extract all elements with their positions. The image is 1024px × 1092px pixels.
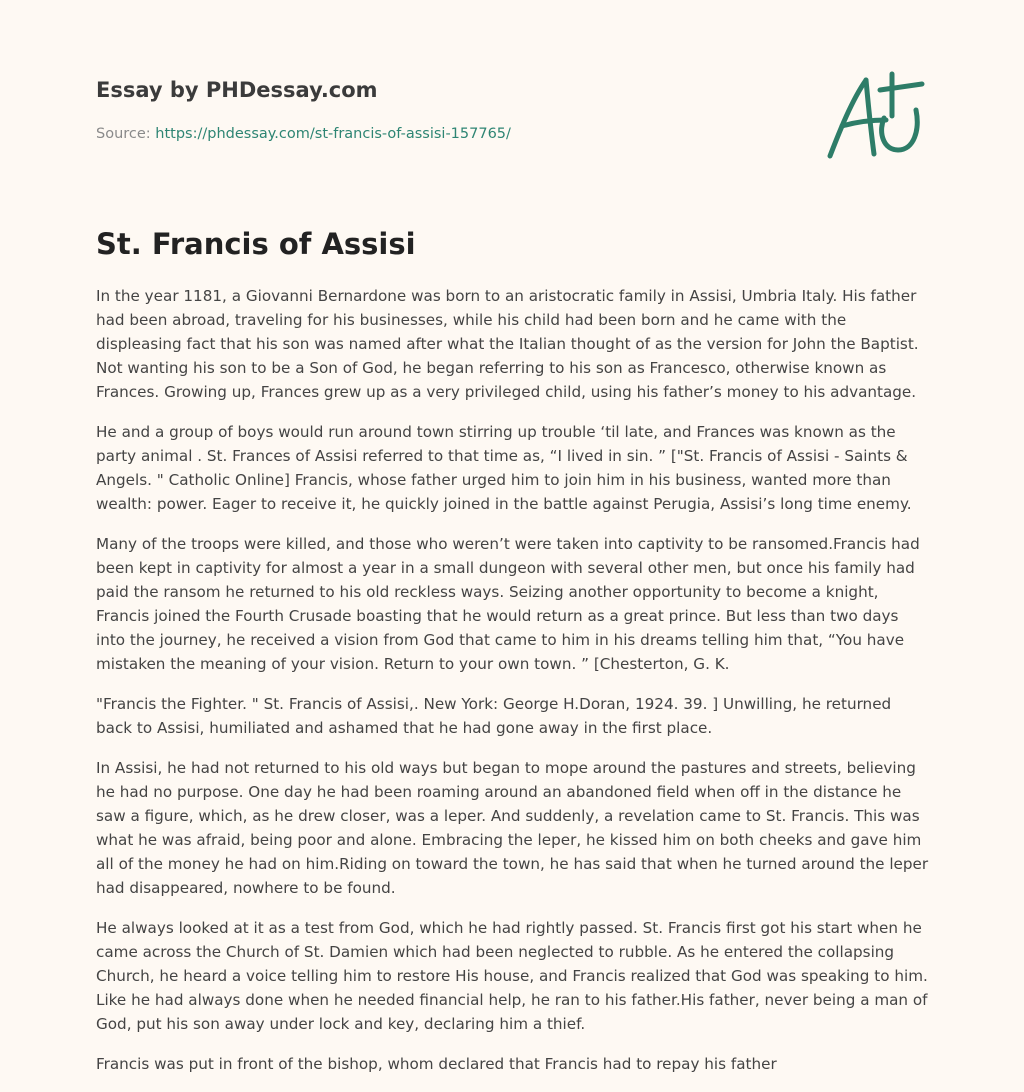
site-title: Essay by PHDessay.com: [96, 78, 378, 102]
essay-paragraph: Francis was put in front of the bishop, whom declared that Francis had to repay his father: [96, 1055, 777, 1073]
page-header: [96, 74, 936, 144]
essay-paragraph: In Assisi, he had not returned to his old ways but began to mope around the pastures and streets, believing he had no purpose. One day he had been roaming around an abandoned field when off in the distance he saw a figure, which, as he drew closer, was a leper. And suddenly, a revelation came to St. Francis. This was what he was afraid, being poor and alone. Embracing the leper, he kissed him on both cheeks and gave him all of the money he had on him.Riding on toward the town, he has said that when he turned around the leper had disappeared, nowhere to be found.: [96, 759, 929, 897]
source-line: [96, 124, 936, 144]
source-link[interactable]: https://phdessay.com/st-francis-of-assisi-157765/: [155, 126, 511, 142]
essay-paragraph: He always looked at it as a test from God, which he had rightly passed. St. Francis first got his start when he came across the Church of St. Damien which had been neglected to rubble. As he entered the collapsing Church, he heard a voice telling him to restore His house, and Francis realized that God was speaking to him. Like he had always done when he needed financial help, he ran to his father.His father, never being a man of God, put his son away under lock and key, declaring him a thief.: [96, 919, 928, 1033]
essay-paragraph: "Francis the Fighter. " St. Francis of Assisi,. New York: George H.Doran, 1924. 39. ] Unwilling, he returned back to Assisi, humiliated and ashamed that he had gone away in the first place.: [96, 695, 892, 737]
source-label: Source:: [96, 126, 151, 142]
essay-paragraph: He and a group of boys would run around town stirring up trouble ‘til late, and Frances was known as the party animal . St. Frances of Assisi referred to that time as, “I lived in sin. ” ["St. Francis of Assisi - Saints & Angels. " Catholic Online] Francis, whose father urged him to join him in his business, wanted more than wealth: power. Eager to receive it, he quickly joined in the battle against Perugia, Assisi’s long time enemy.: [96, 423, 912, 513]
essay-paragraph: Many of the troops were killed, and those who weren’t were taken into captivity to be ransomed.Francis had been kept in captivity for almost a year in a small dungeon with several other men, but once his family had paid the ransom he returned to his old reckless ways. Seizing another opportunity to become a knight, Francis joined the Fourth Crusade boasting that he would return as a great prince. But less than two days into the journey, he received a vision from God that came to him in his dreams telling him that, “You have mistaken the meaning of your vision. Return to your own town. ” [Chesterton, G. K.: [96, 535, 920, 673]
essay-title: St. Francis of Assisi: [96, 227, 416, 261]
essay-body: [96, 284, 930, 1092]
essay-paragraph: In the year 1181, a Giovanni Bernardone was born to an aristocratic family in Assisi, Umbria Italy. His father had been abroad, traveling for his businesses, while his child had been born and he came with the displeasing fact that his son was named after what the Italian thought of as the version for John the Baptist. Not wanting his son to be a Son of God, he began referring to his son as Francesco, otherwise known as Frances. Growing up, Frances grew up as a very privileged child, using his father’s money to his advantage.: [96, 287, 919, 401]
a-plus-logo-icon: [822, 68, 926, 164]
